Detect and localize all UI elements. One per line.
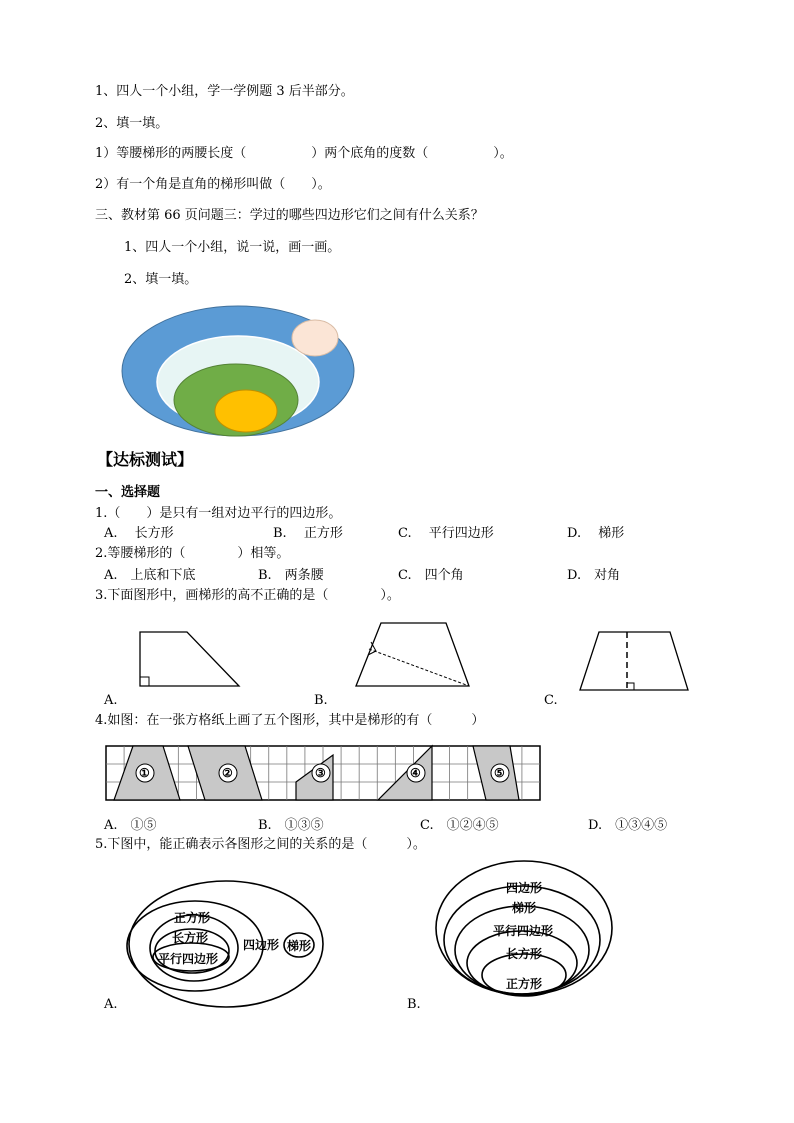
q4-shape-label-4: ④ xyxy=(410,766,421,780)
q4-shape-label-5: ⑤ xyxy=(494,766,505,780)
part3-title: 三、教材第 66 页问题三：学过的哪些四边形它们之间有什么关系？ xyxy=(95,208,484,223)
q3-label-b[interactable]: B. xyxy=(314,693,328,708)
q5b-label-rectangle: 长方形 xyxy=(506,947,543,961)
text-line-3: 1）等腰梯形的两腰长度（ ）两个底角的度数（ ）。 xyxy=(95,146,513,161)
q3-label-c[interactable]: C. xyxy=(544,693,558,708)
q1-option-a[interactable]: A. 长方形 xyxy=(104,526,174,541)
q5a-label-parallelogram: 平行四边形 xyxy=(158,952,219,966)
q5b-label-quadrilateral: 四边形 xyxy=(506,881,543,895)
q4-option-c[interactable]: C. ①②④⑤ xyxy=(420,818,499,833)
q5-label-a[interactable]: A. xyxy=(104,997,118,1012)
part3-step-1: 1、四人一个小组，说一说，画一画。 xyxy=(124,240,341,255)
q5-label-b[interactable]: B. xyxy=(407,997,421,1012)
q5-stem: 5.下图中，能正确表示各图形之间的关系的是（ ）。 xyxy=(95,837,426,852)
q3-label-a[interactable]: A. xyxy=(104,693,118,708)
q2-option-d[interactable]: D. 对角 xyxy=(567,568,621,583)
test-heading: 【达标测试】 xyxy=(97,450,194,469)
text-line-1: 1、四人一个小组，学一学例题 3 后半部分。 xyxy=(95,84,354,99)
q5b-label-parallelogram: 平行四边形 xyxy=(493,924,554,938)
q2-option-a[interactable]: A. 上底和下底 xyxy=(104,568,196,583)
q4-option-a[interactable]: A. ①⑤ xyxy=(104,818,157,833)
q3-stem: 3.下面图形中，画梯形的高不正确的是（ ）。 xyxy=(95,588,400,603)
q2-option-b[interactable]: B. 两条腰 xyxy=(258,568,324,583)
q1-option-c[interactable]: C. 平行四边形 xyxy=(398,526,494,541)
q2-option-c[interactable]: C. 四个角 xyxy=(398,568,464,583)
q4-stem: 4.如图：在一张方格纸上画了五个图形，其中是梯形的有（ ） xyxy=(95,713,485,728)
q5b-label-trapezoid: 梯形 xyxy=(512,901,537,915)
q2-stem: 2.等腰梯形的（ ）相等。 xyxy=(95,546,290,561)
q4-shape-label-1: ① xyxy=(139,766,150,780)
q4-option-b[interactable]: B. ①③⑤ xyxy=(258,818,324,833)
q5b-label-square: 正方形 xyxy=(506,977,543,991)
part3-step-2: 2、填一填。 xyxy=(124,272,198,287)
q4-shape-label-3: ③ xyxy=(315,766,326,780)
q1-stem: 1.（ ）是只有一组对边平行的四边形。 xyxy=(95,506,342,521)
section-title: 一、选择题 xyxy=(95,485,161,500)
q1-option-d[interactable]: D. 梯形 xyxy=(567,526,625,541)
q1-option-b[interactable]: B. 正方形 xyxy=(273,526,343,541)
q5a-label-quadrilateral: 四边形 xyxy=(243,938,280,952)
text-line-4: 2）有一个角是直角的梯形叫做（ ）。 xyxy=(95,177,331,192)
text-line-2: 2、填一填。 xyxy=(95,116,169,131)
q5a-label-rectangle: 长方形 xyxy=(172,931,209,945)
q5a-label-square: 正方形 xyxy=(174,911,211,925)
q5a-label-trapezoid: 梯形 xyxy=(287,939,312,953)
q4-option-d[interactable]: D. ①③④⑤ xyxy=(588,818,668,833)
q4-shape-label-2: ② xyxy=(222,766,233,780)
